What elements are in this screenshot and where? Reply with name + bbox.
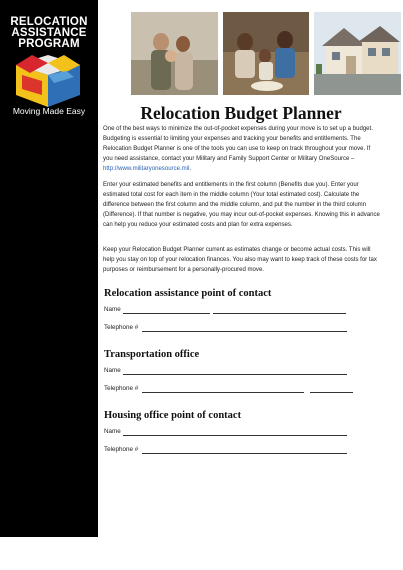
intro-text: One of the best ways to minimize the out-of-pocket expenses during your move is to set up a budget. Budgeting is essential to limiting your expenses and tracking your benefits and entitlements. The Relocation Budget Planner is one of the tools you can use to keep on track throughout your move. If you need assistance, contact your Military and Family Support Center or Military OneSource – [103,126,373,162]
housing-office-heading: Housing office point of contact [104,410,242,421]
housing-name-field[interactable] [123,435,347,436]
sidebar-banner [0,0,98,537]
transportation-name-field[interactable] [123,374,347,375]
military-onesource-link[interactable]: http://www.militaryonesource.mil [103,166,190,172]
houses-street-photo [314,12,401,95]
relocation-name-field[interactable] [123,313,210,314]
intro-text-end: . [189,166,192,172]
tracking-paragraph: Keep your Relocation Budget Planner current as estimates change or become actual costs. This will help you stay on top of your relocation finances. You also may want to keep track of these costs for tax purposes or reimbursement for a personally-procured move. [103,247,377,273]
relocation-name-label: Name [104,306,121,313]
page-title: Relocation Budget Planner [140,103,342,123]
instructions-paragraph: Enter your estimated benefits and entitlements in the first column (Benefits due you). Enter your estimated total cost for each item in the middle column (Your total estimated cost). Calculate the difference between the first column and the middle column, and put the number in the third column (Difference). If that number is negative, you may incur out-of-pocket expenses. Knowing this in advance can help you reduce your estimated costs and plan for extra expenses. [103,182,380,228]
relocation-name-field-2[interactable] [213,313,346,314]
logo-line-2: ASSISTANCE [11,27,87,39]
relocation-contact-heading: Relocation assistance point of contact [104,288,272,299]
program-logo-title [8,17,90,50]
transportation-phone-label: Telephone # [104,385,139,392]
military-family-photo [131,12,218,95]
relocation-phone-field[interactable] [142,331,347,332]
housing-phone-field[interactable] [142,453,347,454]
moving-box-logo-icon [14,55,82,109]
intro-paragraph [103,124,381,174]
housing-phone-label: Telephone # [104,446,139,453]
relocation-phone-label: Telephone # [104,324,139,331]
logo-line-1: RELOCATION [10,16,88,28]
transportation-office-heading: Transportation office [104,349,200,360]
tagline: Moving Made Easy [12,106,86,116]
transportation-phone-ext-field[interactable] [310,392,353,393]
logo-line-3: PROGRAM [18,38,80,50]
housing-name-label: Name [104,428,121,435]
transportation-phone-field[interactable] [142,392,304,393]
family-on-couch-photo [223,12,309,95]
transportation-name-label: Name [104,367,121,374]
